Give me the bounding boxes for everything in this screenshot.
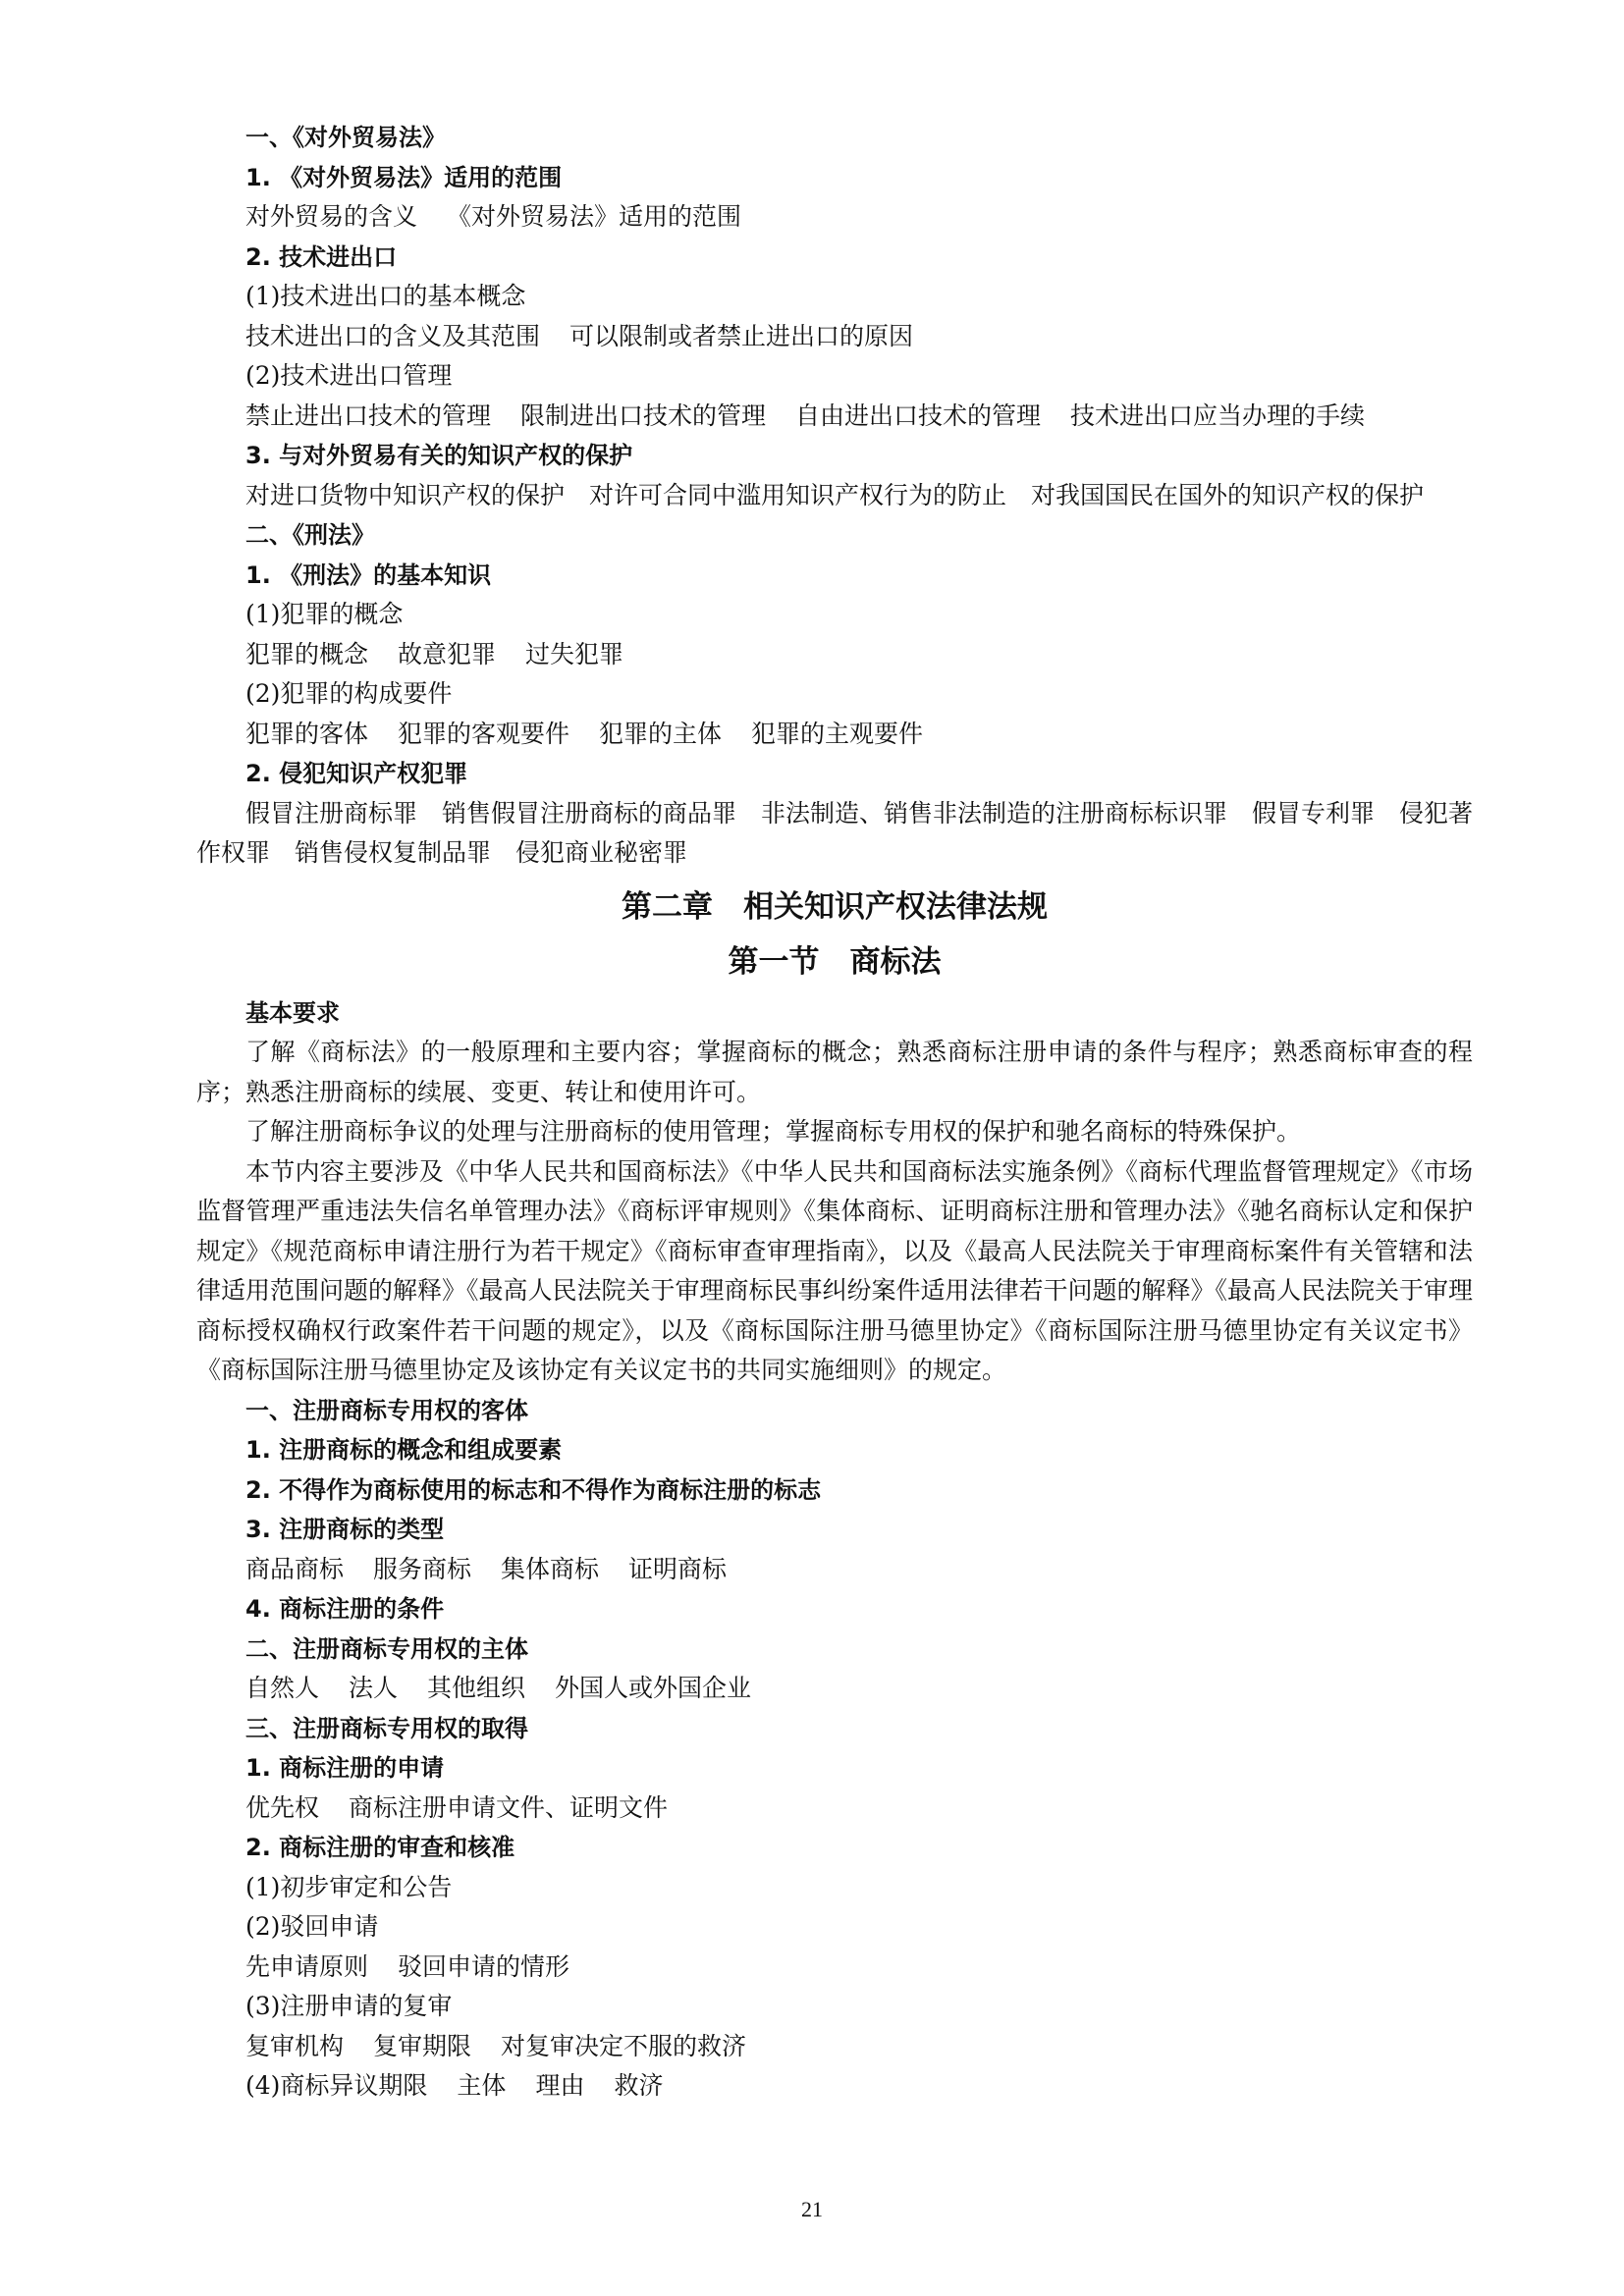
sub-item: (2)驳回申请 bbox=[245, 1912, 379, 1941]
page-content bbox=[196, 118, 1473, 2107]
subheading-scope: 1. 《对外贸易法》适用的范围 bbox=[245, 163, 563, 191]
item-row: 技术进出口的含义及其范围 可以限制或者禁止进出口的原因 bbox=[245, 321, 914, 350]
item-row: 犯罪的概念 故意犯罪 过失犯罪 bbox=[245, 639, 624, 668]
subheading: 4. 商标注册的条件 bbox=[245, 1595, 445, 1623]
subheading-ip-crimes: 2. 侵犯知识产权犯罪 bbox=[245, 760, 468, 787]
subheading-tech-import-export: 2. 技术进出口 bbox=[245, 242, 398, 271]
item-row: 商品商标 服务商标 集体商标 证明商标 bbox=[245, 1554, 728, 1583]
heading-foreign-trade-law: 一、《对外贸易法》 bbox=[245, 124, 446, 151]
item-row: 先申请原则 驳回申请的情形 bbox=[245, 1951, 570, 1981]
paragraph: 了解《商标法》的一般原理和主要内容；掌握商标的概念；熟悉商标注册申请的条件与程序；熟悉商标审查的程序；熟悉注册商标的续展、变更、转让和使用许可。 bbox=[196, 1038, 1473, 1106]
heading-acquisition: 三、注册商标专用权的取得 bbox=[245, 1714, 528, 1742]
basic-requirements-label: 基本要求 bbox=[245, 998, 340, 1027]
sub-item: (2)技术进出口管理 bbox=[245, 361, 453, 390]
sub-item: (2)犯罪的构成要件 bbox=[245, 679, 453, 708]
sub-item: (3)注册申请的复审 bbox=[245, 1992, 453, 2020]
item-row: 自然人 法人 其他组织 外国人或外国企业 bbox=[245, 1674, 752, 1702]
sub-item: (1)技术进出口的基本概念 bbox=[245, 282, 526, 310]
subheading: 2. 不得作为商标使用的标志和不得作为商标注册的标志 bbox=[245, 1475, 822, 1504]
paragraph: 本节内容主要涉及《中华人民共和国商标法》《中华人民共和国商标法实施条例》《商标代理监督管理规定》《市场监督管理严重违法失信名单管理办法》《商标评审规则》《集体商标、证明商标注册和管理办法》《驰名商标认定和保护规定》《规范商标申请注册行为若干规定》《商标审查审理指南》，以及《最高人民法院关于审理商标案件有关管辖和法律适用范围问题的解释》《最高人民法院关于审理商标民事纠纷案件适用法律若干问题的解释》《最高人民法院关于审理商标授权确权行政案件若干问题的规定》，以及《商标国际注册马德里协定》《商标国际注册马德里协定有关议定书》《商标国际注册马德里协定及该协定有关议定书的共同实施细则》的规定。 bbox=[196, 1156, 1474, 1384]
subheading: 1. 注册商标的概念和组成要素 bbox=[245, 1436, 563, 1464]
item-row: 犯罪的客体 犯罪的客观要件 犯罪的主体 犯罪的主观要件 bbox=[245, 719, 924, 748]
item-row: 禁止进出口技术的管理 限制进出口技术的管理 自由进出口技术的管理 技术进出口应当办理的手续 bbox=[245, 400, 1366, 430]
subheading: 1. 商标注册的申请 bbox=[245, 1754, 445, 1782]
paragraph: 对进口货物中知识产权的保护 对许可合同中滥用知识产权行为的防止 对我国国民在国外的知识产权的保护 bbox=[245, 480, 1425, 509]
heading-subject: 二、注册商标专用权的主体 bbox=[245, 1634, 528, 1663]
heading-criminal-law: 二、《刑法》 bbox=[245, 521, 375, 549]
sub-item: (1)犯罪的概念 bbox=[245, 600, 404, 628]
heading-object: 一、注册商标专用权的客体 bbox=[245, 1396, 528, 1424]
subheading-ip-protection: 3. 与对外贸易有关的知识产权的保护 bbox=[245, 442, 633, 469]
subheading-basic-knowledge: 1. 《刑法》的基本知识 bbox=[245, 561, 492, 589]
paragraph: 假冒注册商标罪 销售假冒注册商标的商品罪 非法制造、销售非法制造的注册商标标识罪 假冒专利罪 侵犯著作权罪 销售侵权复制品罪 侵犯商业秘密罪 bbox=[196, 798, 1474, 867]
item-row: (4)商标异议期限 主体 理由 救济 bbox=[245, 2071, 664, 2100]
item-row: 复审机构 复审期限 对复审决定不服的救济 bbox=[245, 2031, 747, 2060]
sub-item: (1)初步审定和公告 bbox=[245, 1872, 453, 1901]
paragraph: 了解注册商标争议的处理与注册商标的使用管理；掌握商标专用权的保护和驰名商标的特殊保护。 bbox=[245, 1117, 1302, 1146]
chapter-title: 第二章 相关知识产权法律法规 bbox=[622, 888, 1048, 925]
section-title: 第一节 商标法 bbox=[728, 943, 942, 980]
page-number: 21 bbox=[801, 2197, 823, 2221]
item-row: 对外贸易的含义 《对外贸易法》适用的范围 bbox=[245, 202, 742, 231]
subheading: 3. 注册商标的类型 bbox=[245, 1516, 445, 1543]
item-row: 优先权 商标注册申请文件、证明文件 bbox=[245, 1792, 669, 1822]
subheading: 2. 商标注册的审查和核准 bbox=[245, 1834, 515, 1861]
